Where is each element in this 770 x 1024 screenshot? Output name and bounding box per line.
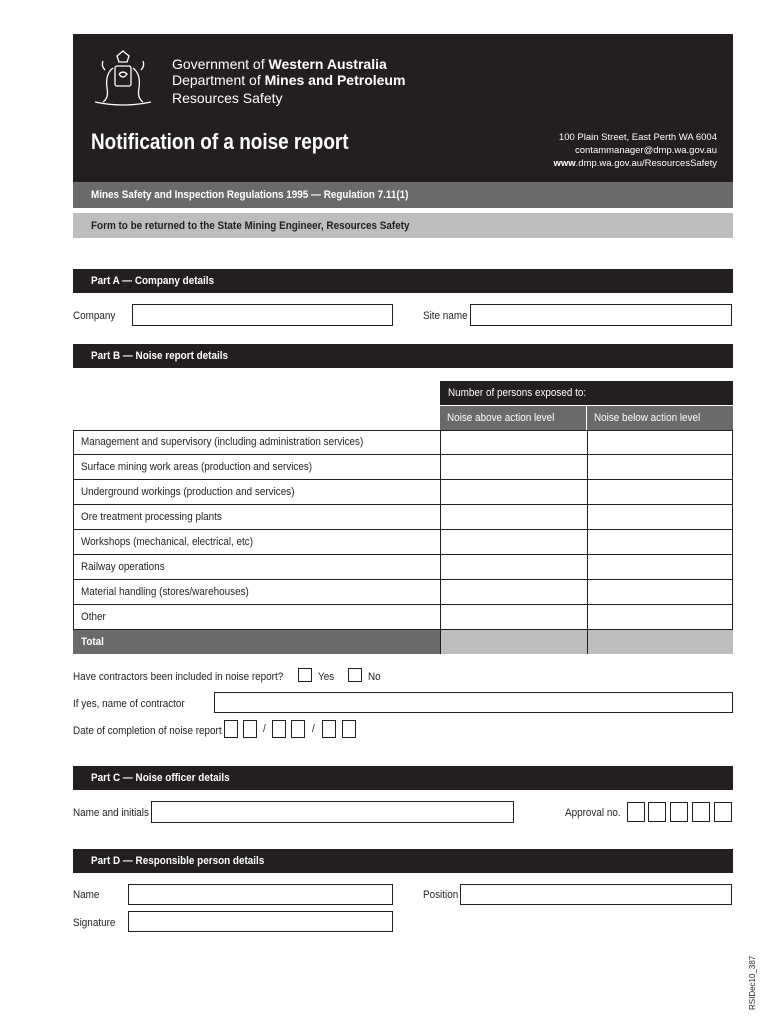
below-cell[interactable] (587, 505, 733, 529)
contractor-name-label: If yes, name of contractor (73, 698, 185, 710)
contact-email: contammanager@dmp.wa.gov.au (574, 145, 717, 156)
date-year-digit-1[interactable] (322, 720, 336, 738)
officer-name-label: Name and initials (73, 807, 149, 819)
yes-label: Yes (318, 671, 335, 683)
persons-exposed-header: Number of persons exposed to: (440, 381, 733, 405)
below-cell[interactable] (587, 530, 733, 554)
table-row (73, 480, 733, 505)
table-row (73, 505, 733, 530)
part-b-heading: Part B — Noise report details (73, 344, 733, 368)
date-year-digit-2[interactable] (342, 720, 356, 738)
row-label: Underground workings (production and services) (81, 486, 295, 498)
row-label: Ore treatment processing plants (81, 511, 222, 523)
date-month-digit-2[interactable] (291, 720, 305, 738)
signature-label: Signature (73, 917, 116, 929)
approval-digit-4[interactable] (692, 802, 710, 822)
approval-label: Approval no. (565, 807, 621, 819)
below-cell[interactable] (587, 580, 733, 604)
below-cell[interactable] (587, 605, 733, 629)
row-label: Material handling (stores/warehouses) (81, 586, 249, 598)
site-name-label: Site name (423, 310, 468, 322)
government-name: Government of Western Australia (172, 56, 387, 72)
part-a-heading: Part A — Company details (73, 269, 733, 293)
site-name-input[interactable] (470, 304, 732, 326)
above-cell[interactable] (440, 555, 587, 579)
table-row (73, 605, 733, 630)
division-name: Resources Safety (172, 90, 283, 106)
table-row (73, 530, 733, 555)
company-input[interactable] (132, 304, 393, 326)
department-name: Department of Mines and Petroleum (172, 72, 406, 88)
completion-date-label: Date of completion of noise report (73, 725, 222, 737)
approval-digit-2[interactable] (648, 802, 666, 822)
position-label: Position (423, 889, 459, 901)
responsible-name-input[interactable] (128, 884, 393, 905)
company-label: Company (73, 310, 116, 322)
position-input[interactable] (460, 884, 732, 905)
date-day-digit-1[interactable] (224, 720, 238, 738)
below-cell[interactable] (587, 430, 733, 454)
form-title: Notification of a noise report (91, 129, 349, 154)
contractor-name-input[interactable] (214, 692, 733, 713)
row-label: Management and supervisory (including administration services) (81, 436, 364, 448)
signature-input[interactable] (128, 911, 393, 932)
no-label: No (368, 671, 381, 683)
table-row (73, 455, 733, 480)
above-cell[interactable] (440, 455, 587, 479)
total-row (73, 630, 733, 654)
responsible-name-label: Name (73, 889, 100, 901)
table-row (73, 580, 733, 605)
below-cell[interactable] (587, 480, 733, 504)
form-code: RSIDec10_387 (748, 955, 757, 1010)
above-cell[interactable] (440, 480, 587, 504)
row-label: Workshops (mechanical, electrical, etc) (81, 536, 254, 548)
above-cell[interactable] (440, 530, 587, 554)
officer-name-input[interactable] (151, 801, 514, 823)
return-to-bar: Form to be returned to the State Mining Engineer, Resources Safety (73, 213, 733, 238)
approval-digit-1[interactable] (627, 802, 645, 822)
total-above-cell (440, 630, 587, 654)
approval-digit-3[interactable] (670, 802, 688, 822)
date-day-digit-2[interactable] (243, 720, 257, 738)
date-month-digit-1[interactable] (272, 720, 286, 738)
contractors-question: Have contractors been included in noise report? (73, 671, 284, 683)
above-cell[interactable] (440, 605, 587, 629)
total-label: Total (81, 636, 104, 648)
above-cell[interactable] (440, 430, 587, 454)
noise-above-header: Noise above action level (440, 406, 586, 430)
below-cell[interactable] (587, 555, 733, 579)
coat-of-arms-icon (91, 48, 155, 108)
table-row (73, 430, 733, 455)
no-checkbox[interactable] (348, 668, 362, 682)
date-separator: / (263, 723, 266, 735)
row-label: Other (81, 611, 106, 623)
table-row (73, 555, 733, 580)
regulation-bar: Mines Safety and Inspection Regulations 1995 — Regulation 7.11(1) (73, 182, 733, 208)
above-cell[interactable] (440, 505, 587, 529)
above-cell[interactable] (440, 580, 587, 604)
date-separator: / (312, 723, 315, 735)
total-below-cell (587, 630, 733, 654)
noise-below-header: Noise below action level (587, 406, 733, 430)
below-cell[interactable] (587, 455, 733, 479)
website: www.dmp.wa.gov.au/ResourcesSafety (553, 158, 717, 169)
row-label: Surface mining work areas (production and services) (81, 461, 313, 473)
approval-digit-5[interactable] (714, 802, 732, 822)
part-c-heading: Part C — Noise officer details (73, 766, 733, 790)
yes-checkbox[interactable] (298, 668, 312, 682)
row-label: Railway operations (81, 561, 165, 573)
header-banner (73, 34, 733, 182)
street-address: 100 Plain Street, East Perth WA 6004 (558, 132, 717, 143)
part-d-heading: Part D — Responsible person details (73, 849, 733, 873)
